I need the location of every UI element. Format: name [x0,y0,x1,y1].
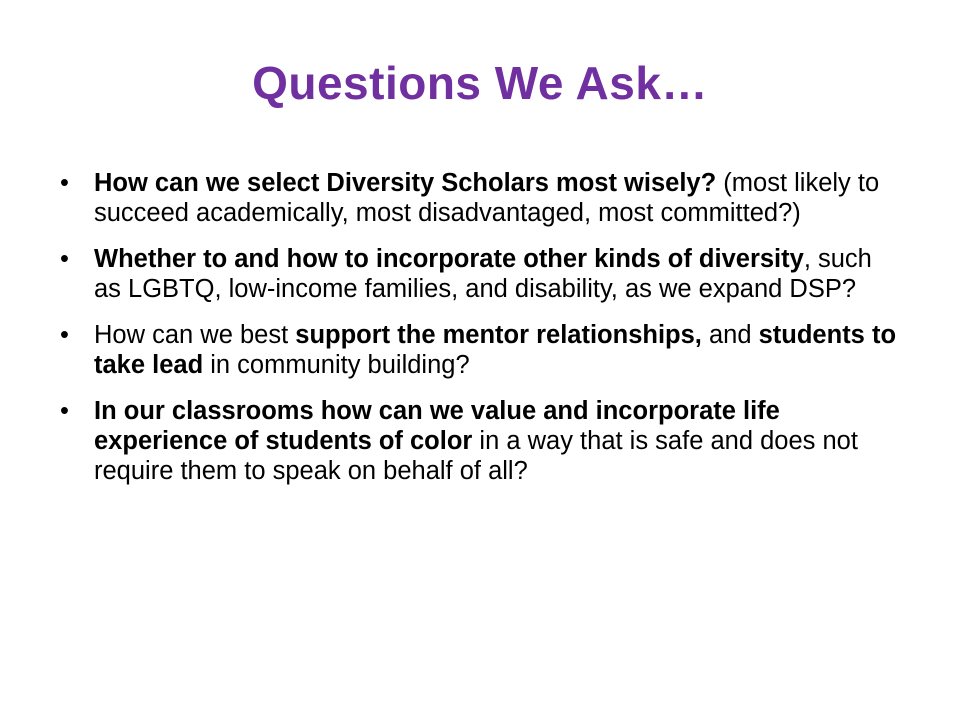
bullet-dot-icon: • [60,321,69,349]
bullet-dot-icon: • [60,397,69,425]
bullet-text-bold: support the mentor relationships, [295,321,702,349]
bullet-text-bold: students to take lead [94,321,897,379]
bullet-text: in a way that is safe and does not require them to speak on behalf of all? [94,427,858,485]
bullet-text-bold: Whether to and how to incorporate other kinds of diversity [94,245,804,273]
bullet-list [58,168,898,502]
bullet-text-bold: How can we select Diversity Scholars most wisely? [94,169,717,197]
bullet-dot-icon: • [60,169,69,197]
bullet-text: (most likely to succeed academically, most disadvantaged, most committed?) [94,169,880,227]
bullet-item [58,244,898,304]
bullet-item [58,396,898,486]
bullet-item [58,168,898,228]
slide-title: Questions We Ask… [252,57,708,109]
bullet-text: in community building? [203,351,470,379]
bullet-text: and [701,321,759,349]
bullet-text: How can we best [94,321,296,349]
bullet-item [58,320,898,380]
bullet-text-bold: In our classrooms how can we value and incorporate life experience of students of color [94,397,780,455]
bullet-dot-icon: • [60,245,69,273]
bullet-text: , such as LGBTQ, low-income families, and disability, as we expand DSP? [94,245,872,303]
